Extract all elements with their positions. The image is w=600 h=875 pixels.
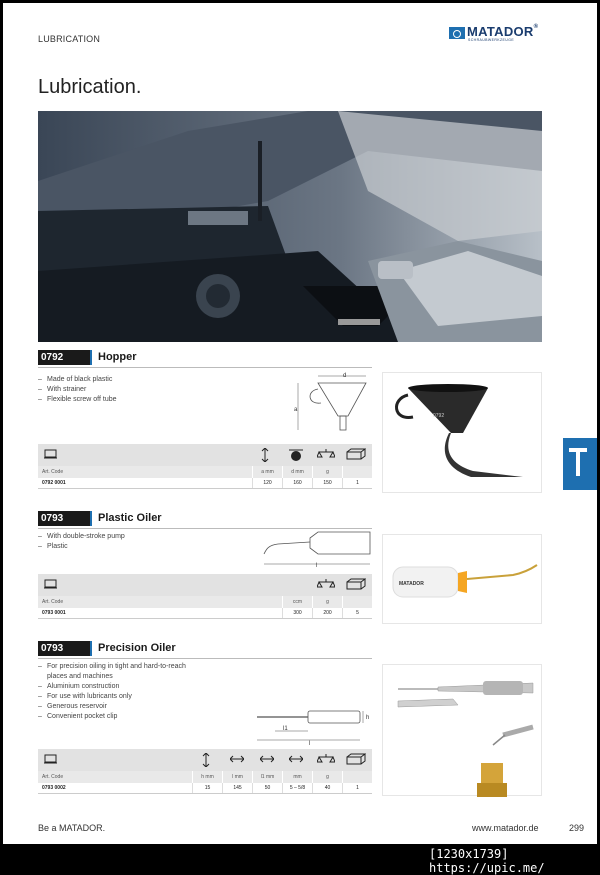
product-header-precision-oiler — [38, 641, 372, 656]
feature-item: – Flexible screw off tube — [38, 395, 238, 405]
feature-item: – For precision oiling in tight and hard-to-reach places and machines — [38, 662, 203, 682]
article-number: 0792 — [38, 350, 90, 365]
col-header: l1 mm — [252, 771, 282, 783]
spec-table-plastic-oiler — [38, 574, 372, 620]
dim-label-h: h — [366, 715, 370, 721]
logo-brand: MATADOR — [467, 24, 534, 39]
logo-subtitle: SCHRAUBWERKZEUGE — [468, 38, 515, 42]
height-icon — [260, 448, 270, 462]
table-row: 0793 0002 15 145 50 5 – 5/8 40 1 — [38, 783, 372, 794]
page-title: Lubrication. — [38, 76, 142, 98]
table-row: 0792 0001 120 160 150 1 — [38, 478, 372, 489]
col-header: d mm — [282, 466, 312, 478]
article-icon — [44, 448, 58, 460]
product-image-plastic-oiler — [382, 534, 542, 624]
col-header — [342, 771, 372, 783]
col-header: Art. Code — [42, 774, 64, 780]
matador-logo — [449, 24, 549, 44]
package-icon — [346, 578, 366, 590]
col-header: a mm — [252, 466, 282, 478]
product-header-hopper — [38, 350, 372, 365]
weight-icon — [317, 448, 335, 460]
feature-item: – Generous reservoir — [38, 702, 203, 712]
watermark: [1230x1739] https://upic.me/ — [429, 847, 545, 875]
product-image-text: MATADOR — [399, 581, 424, 587]
catalog-page — [3, 3, 597, 844]
col-header: Art. Code — [42, 469, 64, 475]
feature-item: – Plastic — [38, 542, 238, 552]
product-header-plastic-oiler — [38, 511, 372, 526]
col-header: h mm — [192, 771, 222, 783]
feature-item: – For use with lubricants only — [38, 692, 203, 702]
product-name: Plastic Oiler — [98, 512, 162, 524]
dim-label-a: a — [294, 407, 298, 413]
footer-slogan: Be a MATADOR. — [38, 823, 106, 833]
col-header: ccm — [282, 596, 312, 608]
col-header: g — [312, 466, 342, 478]
table-row: 0793 0001 300 200 5 — [38, 608, 372, 619]
article-number: 0793 — [38, 641, 90, 656]
product-image-hopper — [382, 372, 542, 493]
diameter-icon — [289, 448, 303, 462]
chapter-tab[interactable] — [563, 438, 597, 490]
logo-reg: ® — [533, 24, 539, 30]
dim-label-d: d — [343, 373, 347, 379]
col-header: mm — [282, 771, 312, 783]
logo-mark-icon — [449, 27, 465, 39]
section-label: LUBRICATION — [38, 34, 101, 44]
t-letter-icon — [563, 438, 597, 490]
feature-list-hopper — [38, 375, 238, 405]
dim-label-l1: l1 — [283, 726, 288, 732]
col-header: g — [312, 596, 342, 608]
footer-url[interactable]: www.matador.de — [472, 823, 539, 833]
weight-icon — [317, 578, 335, 590]
article-icon — [44, 578, 58, 590]
size-icon — [289, 753, 303, 765]
feature-list-precision-oiler — [38, 662, 203, 722]
feature-item: – Made of black plastic — [38, 375, 238, 385]
hero-photo — [38, 111, 542, 342]
length-icon — [230, 753, 244, 765]
weight-icon — [317, 753, 335, 765]
page-number: 299 — [569, 823, 585, 833]
col-header: Art. Code — [42, 599, 64, 605]
package-icon — [346, 753, 366, 765]
feature-item: – With strainer — [38, 385, 238, 395]
height-icon — [201, 753, 211, 767]
product-name: Precision Oiler — [98, 642, 176, 654]
col-header — [342, 596, 372, 608]
dim-label-l: l — [316, 563, 318, 568]
feature-list-plastic-oiler — [38, 532, 238, 552]
col-header: l mm — [222, 771, 252, 783]
article-icon — [44, 753, 58, 765]
feature-item: – Convenient pocket clip — [38, 712, 203, 722]
spec-table-precision-oiler — [38, 749, 372, 795]
feature-item: – With double-stroke pump — [38, 532, 238, 542]
article-number: 0793 — [38, 511, 90, 526]
plastic-oiler-drawing — [258, 526, 373, 568]
spec-table-hopper — [38, 444, 372, 490]
feature-item: – Aluminium construction — [38, 682, 203, 692]
product-image-precision-oiler — [382, 664, 542, 796]
package-icon — [346, 448, 366, 460]
product-image-text: 0792 — [433, 413, 445, 419]
product-name: Hopper — [98, 351, 137, 363]
length1-icon — [260, 753, 274, 765]
col-header — [342, 466, 372, 478]
dim-label-l: l — [309, 741, 311, 745]
precision-oiler-drawing — [253, 703, 373, 745]
col-header: g — [312, 771, 342, 783]
hopper-drawing — [288, 371, 373, 436]
